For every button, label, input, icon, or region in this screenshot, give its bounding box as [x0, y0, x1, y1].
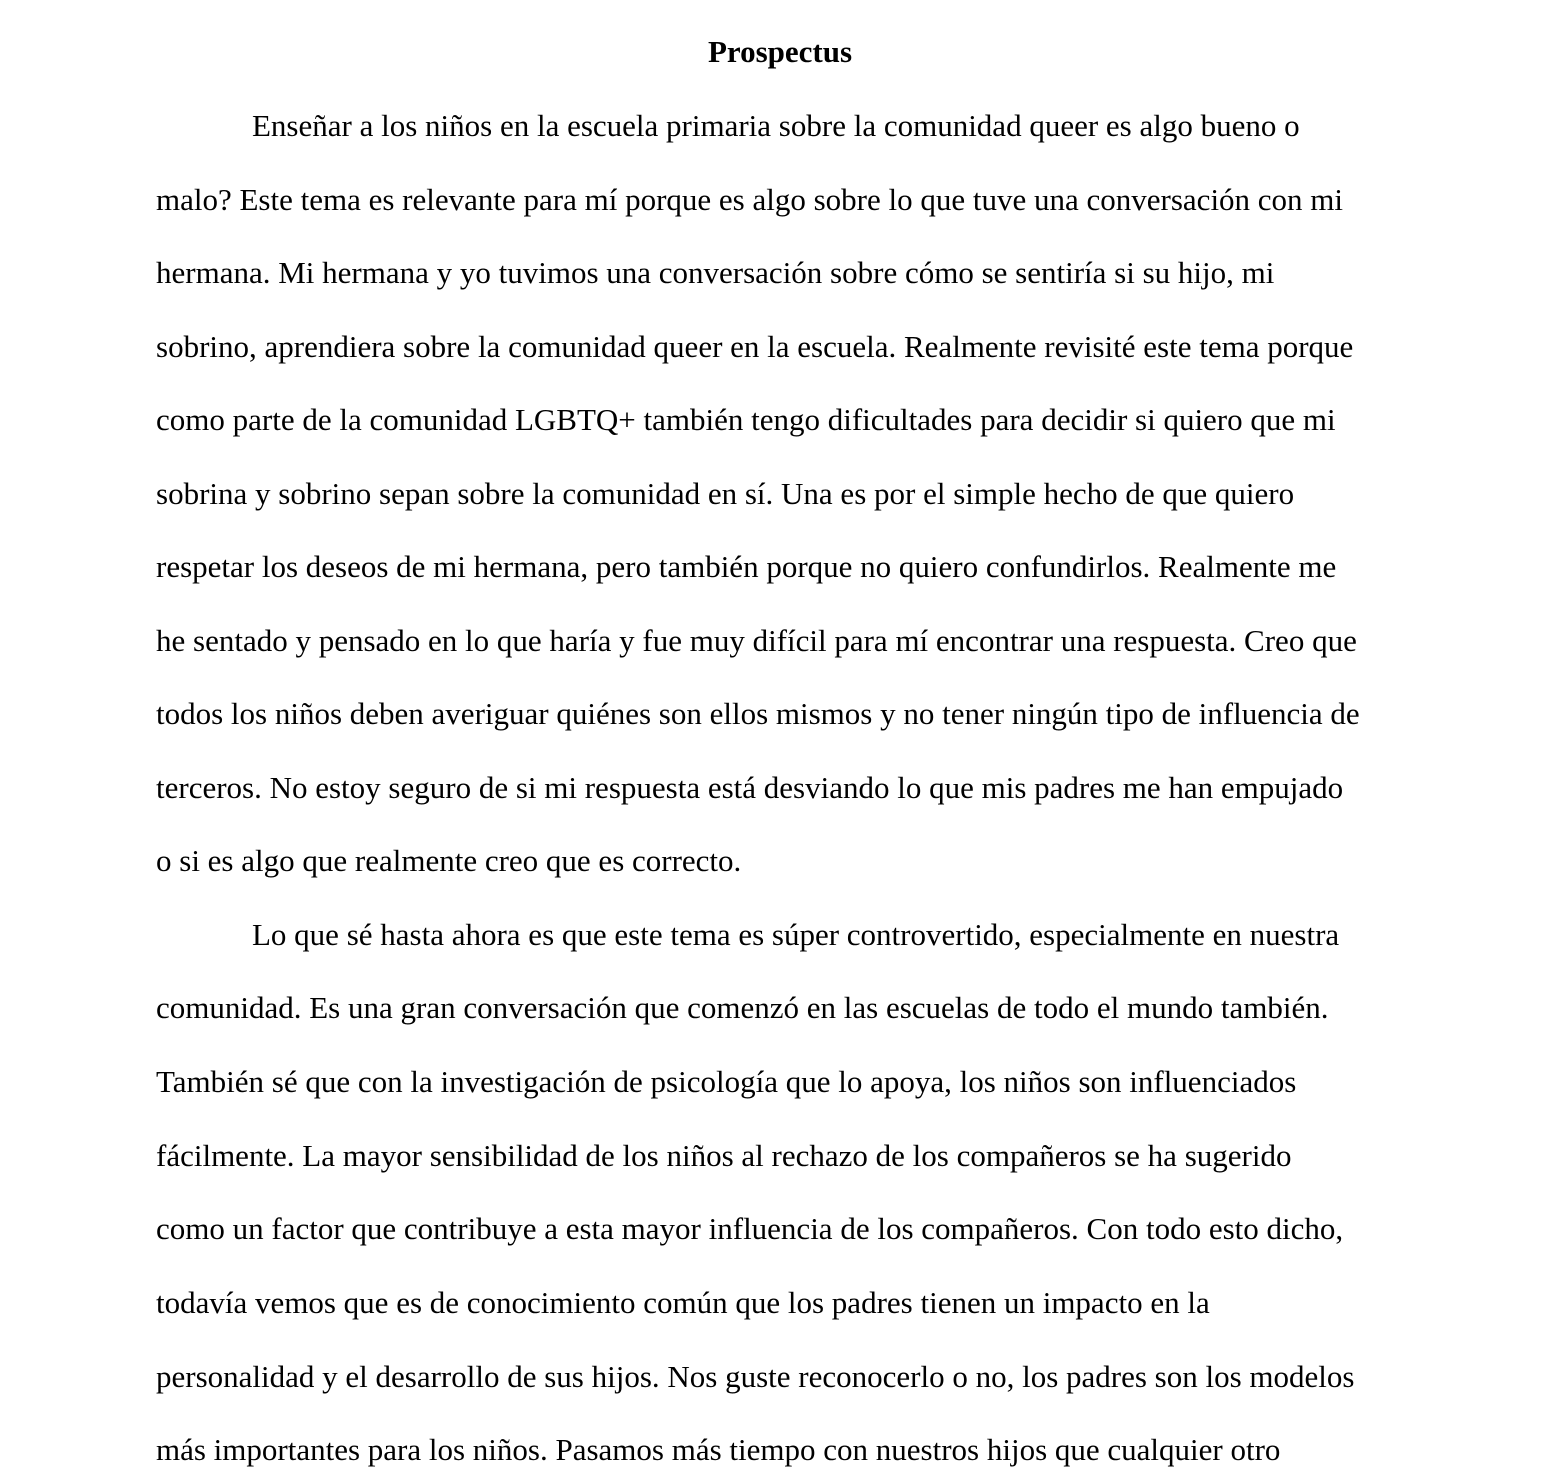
paragraph-line: sobrina y sobrino sepan sobre la comunidad en sí. Una es por el simple hecho de que quiero: [156, 476, 1295, 511]
paragraph-line: más importantes para los niños. Pasamos más tiempo con nuestros hijos que cualquier otro: [156, 1432, 1281, 1467]
paragraph-line: hermana. Mi hermana y yo tuvimos una conversación sobre cómo se sentiría si su hijo, mi: [156, 255, 1275, 290]
document-title: Prospectus: [707, 34, 853, 69]
paragraph-line: sobrino, aprendiera sobre la comunidad queer en la escuela. Realmente revisité este tema porque: [156, 329, 1354, 364]
paragraph-line: o si es algo que realmente creo que es correcto.: [156, 843, 742, 878]
paragraph-line: he sentado y pensado en lo que haría y fue muy difícil para mí encontrar una respuesta. Creo que: [156, 623, 1357, 658]
paragraph-line: todavía vemos que es de conocimiento común que los padres tienen un impacto en la: [156, 1285, 1210, 1320]
paragraph-line: Enseñar a los niños en la escuela primaria sobre la comunidad queer es algo bueno o: [252, 108, 1300, 143]
paragraph-line: como un factor que contribuye a esta mayor influencia de los compañeros. Con todo esto dicho,: [156, 1211, 1344, 1246]
paragraph-line: personalidad y el desarrollo de sus hijos. Nos guste reconocerlo o no, los padres son los modelos: [156, 1359, 1355, 1394]
paragraph-line: malo? Este tema es relevante para mí porque es algo sobre lo que tuve una conversación con mi: [156, 182, 1344, 217]
paragraph-line: Lo que sé hasta ahora es que este tema es súper controvertido, especialmente en nuestra: [252, 917, 1340, 952]
paragraph-line: terceros. No estoy seguro de si mi respuesta está desviando lo que mis padres me han empujado: [156, 770, 1344, 805]
paragraph-line: comunidad. Es una gran conversación que comenzó en las escuelas de todo el mundo también.: [156, 990, 1329, 1025]
paragraph-line: todos los niños deben averiguar quiénes son ellos mismos y no tener ningún tipo de influencia de: [156, 696, 1360, 731]
paragraph-line: También sé que con la investigación de psicología que lo apoya, los niños son influenciados: [156, 1064, 1297, 1099]
paragraph-line: respetar los deseos de mi hermana, pero también porque no quiero confundirlos. Realmente me: [156, 549, 1337, 584]
paragraph-line: fácilmente. La mayor sensibilidad de los niños al rechazo de los compañeros se ha sugerido: [156, 1138, 1292, 1173]
paragraph-line: como parte de la comunidad LGBTQ+ también tengo dificultades para decidir si quiero que mi: [156, 402, 1336, 437]
